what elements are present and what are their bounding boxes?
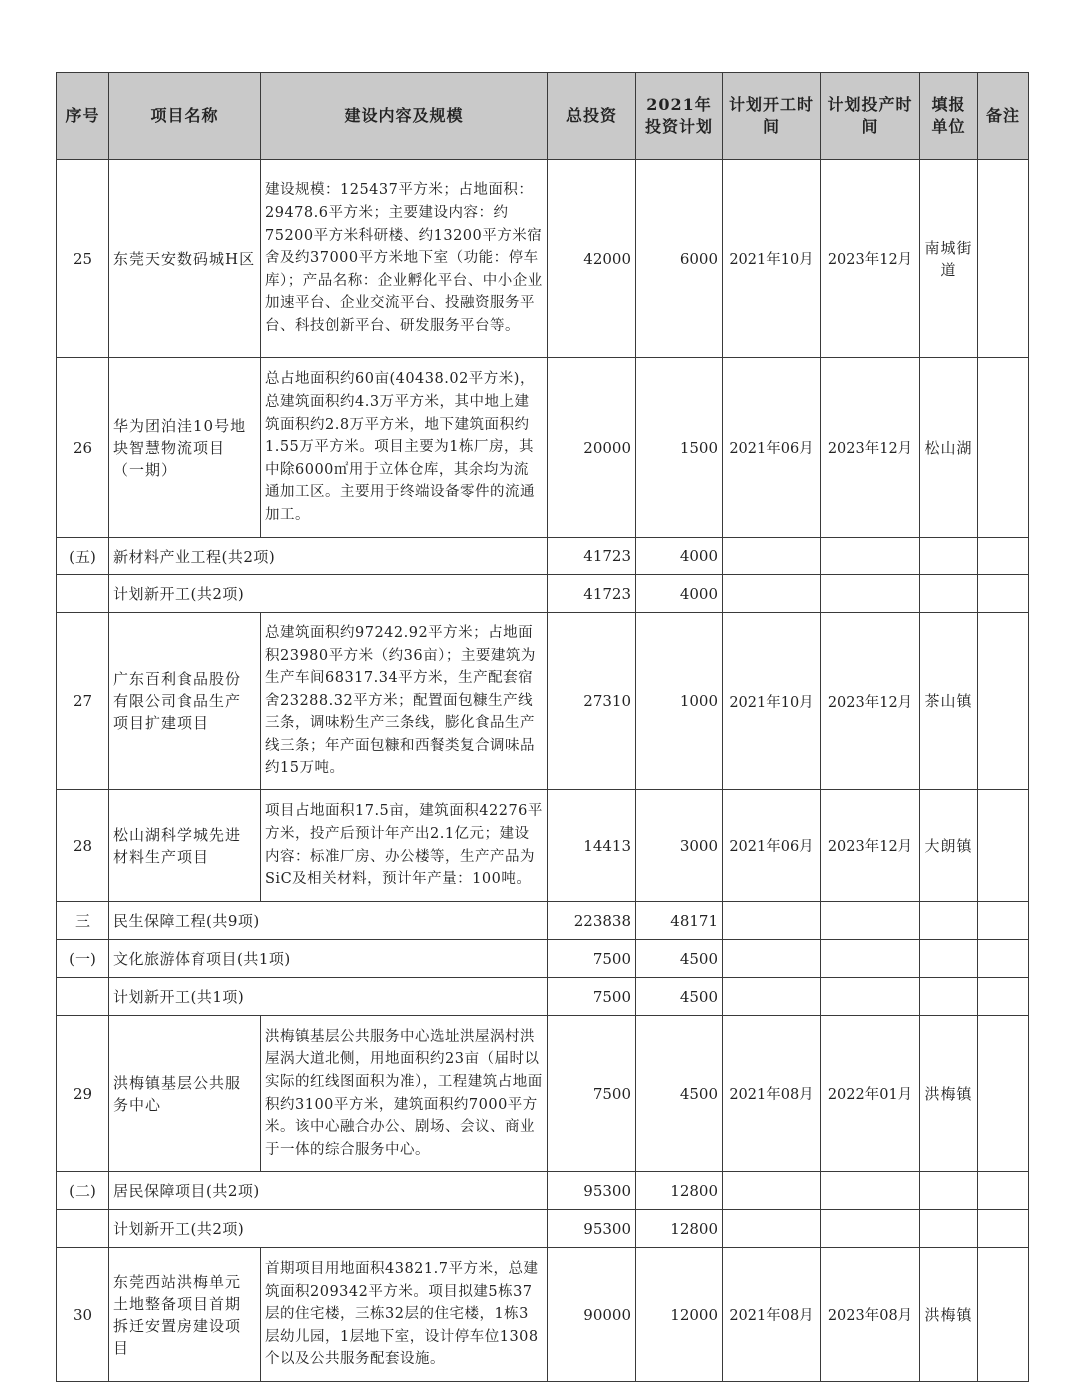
cell-production (821, 575, 920, 613)
cell-plan2021: 12000 (636, 1248, 723, 1382)
header-plan2021: 2021年投资计划 (636, 73, 723, 160)
cell-total: 42000 (548, 160, 636, 358)
cell-plan2021: 6000 (636, 160, 723, 358)
cell-start: 2021年06月 (723, 790, 821, 902)
cell-name: 松山湖科学城先进材料生产项目 (109, 790, 261, 902)
cell-total: 7500 (548, 1016, 636, 1172)
cell-unit: 洪梅镇 (920, 1016, 978, 1172)
cell-no: (五) (57, 538, 109, 575)
cell-production: 2023年12月 (821, 358, 920, 538)
cell-start (723, 902, 821, 940)
cell-note (978, 790, 1029, 902)
cell-unit (920, 538, 978, 575)
cell-content: 首期项目用地面积43821.7平方米，总建筑面积209342平方米。项目拟建5栋37层的住宅楼，三栋32层的住宅楼，1栋3层幼儿园，1层地下室，设计停车位1308个以及公共服务配套设施。 (261, 1248, 548, 1382)
cell-plan2021: 12800 (636, 1210, 723, 1248)
cell-production: 2023年12月 (821, 790, 920, 902)
cell-note (978, 575, 1029, 613)
cell-unit (920, 940, 978, 978)
cell-no: 30 (57, 1248, 109, 1382)
cell-no (57, 978, 109, 1016)
header-no: 序号 (57, 73, 109, 160)
cell-note (978, 160, 1029, 358)
cell-start (723, 978, 821, 1016)
cell-production (821, 978, 920, 1016)
cell-plan2021: 4500 (636, 978, 723, 1016)
cell-no: 三 (57, 902, 109, 940)
cell-production (821, 902, 920, 940)
cell-group-label: 民生保障工程(共9项) (109, 902, 548, 940)
cell-production (821, 538, 920, 575)
cell-note (978, 358, 1029, 538)
cell-content: 总占地面积约60亩(40438.02平方米)，总建筑面积约4.3万平方米，其中地上建筑面积约2.8万平方米，地下建筑面积约1.55万平方米。项目主要为1栋厂房，其中除6000㎡用于立体仓库，其余均为流通加工区。主要用于终端设备零件的流通加工。 (261, 358, 548, 538)
table-row (57, 575, 1029, 613)
table-row (57, 358, 1029, 538)
cell-start: 2021年10月 (723, 160, 821, 358)
cell-name: 东莞天安数码城H区 (109, 160, 261, 358)
table-row (57, 160, 1029, 358)
cell-unit: 洪梅镇 (920, 1248, 978, 1382)
cell-start: 2021年08月 (723, 1016, 821, 1172)
table-row (57, 1248, 1029, 1382)
table-row (57, 790, 1029, 902)
cell-content: 建设规模：125437平方米；占地面积：29478.6平方米；主要建设内容：约75200平方米科研楼、约13200平方米宿舍及约37000平方米地下室（功能：停车库）；产品名称：企业孵化平台、中小企业加速平台、企业交流平台、投融资服务平台、科技创新平台、研发服务平台等。 (261, 160, 548, 358)
cell-no: (二) (57, 1172, 109, 1210)
cell-group-label: 计划新开工(共2项) (109, 575, 548, 613)
cell-note (978, 1210, 1029, 1248)
cell-unit: 松山湖 (920, 358, 978, 538)
cell-note (978, 940, 1029, 978)
cell-note (978, 1172, 1029, 1210)
cell-content: 项目占地面积17.5亩，建筑面积42276平方米，投产后预计年产出2.1亿元；建设内容：标准厂房、办公楼等，生产产品为SiC及相关材料，预计年产量：100吨。 (261, 790, 548, 902)
cell-plan2021: 12800 (636, 1172, 723, 1210)
cell-production: 2023年12月 (821, 160, 920, 358)
table-row (57, 978, 1029, 1016)
header-name: 项目名称 (109, 73, 261, 160)
cell-no: 26 (57, 358, 109, 538)
cell-group-label: 新材料产业工程(共2项) (109, 538, 548, 575)
cell-unit (920, 1210, 978, 1248)
cell-group-label: 计划新开工(共2项) (109, 1210, 548, 1248)
table-body (57, 160, 1029, 1382)
cell-content: 洪梅镇基层公共服务中心选址洪屋涡村洪屋涡大道北侧，用地面积约23亩（届时以实际的红线图面积为准），工程建筑占地面积约3100平方米，建筑面积约7000平方米。该中心融合办公、剧场、会议、商业于一体的综合服务中心。 (261, 1016, 548, 1172)
cell-total: 90000 (548, 1248, 636, 1382)
table-row (57, 1016, 1029, 1172)
cell-start: 2021年08月 (723, 1248, 821, 1382)
cell-name: 广东百利食品股份有限公司食品生产项目扩建项目 (109, 613, 261, 790)
cell-note (978, 978, 1029, 1016)
table-row (57, 538, 1029, 575)
cell-total: 20000 (548, 358, 636, 538)
cell-total: 27310 (548, 613, 636, 790)
cell-production: 2023年08月 (821, 1248, 920, 1382)
cell-production (821, 1210, 920, 1248)
cell-no: 28 (57, 790, 109, 902)
cell-start (723, 538, 821, 575)
table-row (57, 902, 1029, 940)
table-row (57, 1210, 1029, 1248)
cell-no: 29 (57, 1016, 109, 1172)
cell-unit (920, 902, 978, 940)
cell-production (821, 1172, 920, 1210)
cell-total: 223838 (548, 902, 636, 940)
cell-name: 东莞西站洪梅单元土地整备项目首期拆迁安置房建设项目 (109, 1248, 261, 1382)
cell-start: 2021年10月 (723, 613, 821, 790)
header-content: 建设内容及规模 (261, 73, 548, 160)
cell-plan2021: 48171 (636, 902, 723, 940)
cell-total: 14413 (548, 790, 636, 902)
cell-total: 7500 (548, 940, 636, 978)
cell-group-label: 居民保障项目(共2项) (109, 1172, 548, 1210)
cell-plan2021: 1000 (636, 613, 723, 790)
cell-unit: 南城街道 (920, 160, 978, 358)
project-table (56, 72, 1029, 1382)
cell-unit: 茶山镇 (920, 613, 978, 790)
cell-total: 7500 (548, 978, 636, 1016)
cell-group-label: 文化旅游体育项目(共1项) (109, 940, 548, 978)
cell-unit: 大朗镇 (920, 790, 978, 902)
cell-plan2021: 4000 (636, 575, 723, 613)
cell-note (978, 902, 1029, 940)
header-total: 总投资 (548, 73, 636, 160)
cell-no (57, 575, 109, 613)
cell-total: 41723 (548, 538, 636, 575)
cell-plan2021: 4000 (636, 538, 723, 575)
table-header-row (57, 73, 1029, 160)
header-production: 计划投产时间 (821, 73, 920, 160)
cell-unit (920, 1172, 978, 1210)
cell-no: 25 (57, 160, 109, 358)
header-note: 备注 (978, 73, 1029, 160)
cell-start (723, 940, 821, 978)
cell-plan2021: 4500 (636, 1016, 723, 1172)
cell-plan2021: 1500 (636, 358, 723, 538)
cell-name: 洪梅镇基层公共服务中心 (109, 1016, 261, 1172)
cell-name: 华为团泊洼10号地块智慧物流项目（一期） (109, 358, 261, 538)
cell-plan2021: 3000 (636, 790, 723, 902)
cell-note (978, 1248, 1029, 1382)
cell-no: 27 (57, 613, 109, 790)
header-start: 计划开工时间 (723, 73, 821, 160)
cell-plan2021: 4500 (636, 940, 723, 978)
cell-start (723, 1172, 821, 1210)
cell-start: 2021年06月 (723, 358, 821, 538)
cell-no: (一) (57, 940, 109, 978)
cell-note (978, 538, 1029, 575)
table-row (57, 1172, 1029, 1210)
cell-total: 95300 (548, 1210, 636, 1248)
cell-group-label: 计划新开工(共1项) (109, 978, 548, 1016)
cell-no (57, 1210, 109, 1248)
cell-production (821, 940, 920, 978)
cell-note (978, 613, 1029, 790)
cell-note (978, 1016, 1029, 1172)
table-row (57, 940, 1029, 978)
cell-production: 2023年12月 (821, 613, 920, 790)
cell-production: 2022年01月 (821, 1016, 920, 1172)
cell-content: 总建筑面积约97242.92平方米；占地面积23980平方米（约36亩）；主要建筑为生产车间68317.34平方米，生产配套宿舍23288.32平方米；配置面包糠生产线三条，调味粉生产三条线，膨化食品生产线三条；年产面包糠和西餐类复合调味品约15万吨。 (261, 613, 548, 790)
cell-start (723, 1210, 821, 1248)
header-unit: 填报单位 (920, 73, 978, 160)
table-row (57, 613, 1029, 790)
cell-unit (920, 978, 978, 1016)
cell-total: 41723 (548, 575, 636, 613)
cell-start (723, 575, 821, 613)
cell-unit (920, 575, 978, 613)
cell-total: 95300 (548, 1172, 636, 1210)
